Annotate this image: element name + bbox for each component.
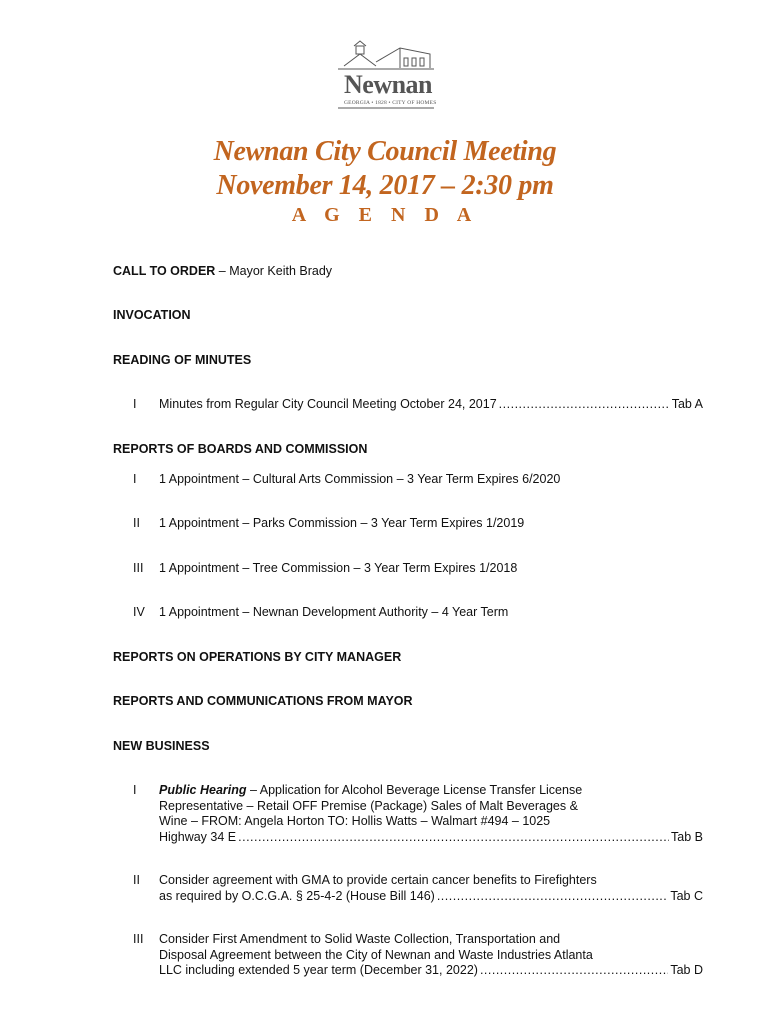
item-text: Wine – FROM: Angela Horton TO: Hollis Watts – Walmart #494 – 1025 [159,814,551,828]
meeting-title: Newnan City Council Meeting [213,136,557,167]
tab-reference: Tab D [670,963,703,977]
item-text: LLC including extended 5 year term (December 31, 2022) [159,963,478,977]
section-reports-operations: REPORTS ON OPERATIONS BY CITY MANAGER [113,650,402,664]
item-text: as required by O.C.G.A. § 25-4-2 (House Bill 146) [159,888,435,903]
dot-leader [480,963,668,979]
dot-leader [437,889,669,905]
tab-reference: Tab B [671,829,703,844]
tab-reference: Tab A [671,397,703,411]
item-text: Consider agreement with GMA to provide certain cancer benefits to Firefighters [159,873,597,887]
dot-leader [238,830,669,846]
item-number: I [133,397,137,411]
item-number: IV [133,605,145,619]
item-number: II [133,516,140,530]
item-text: Representative – Retail OFF Premise (Package) Sales of Malt Beverages & [159,798,578,813]
item-text: Highway 34 E [159,829,237,844]
item-text: 1 Appointment – Cultural Arts Commission – 3 Year Term Expires 6/2020 [159,472,561,486]
item-text: – Application for Alcohol Beverage License Transfer License [246,783,583,797]
section-reports-mayor: REPORTS AND COMMUNICATIONS FROM MAYOR [113,694,413,708]
item-number: III [133,561,144,575]
item-number: III [133,932,144,946]
section-reading-of-minutes: READING OF MINUTES [113,353,252,367]
section-new-business: NEW BUSINESS [113,739,210,753]
item-text: 1 Appointment – Tree Commission – 3 Year Term Expires 1/2018 [159,561,518,575]
agenda-heading: A G E N D A [291,204,479,226]
meeting-date: November 14, 2017 – 2:30 pm [216,170,554,201]
item-text: 1 Appointment – Newnan Development Authority – 4 Year Term [159,605,509,619]
item-number: I [133,472,137,486]
logo-tagline: GEORGIA • 1828 • CITY OF HOMES [344,100,437,106]
item-text: Disposal Agreement between the City of Newnan and Waste Industries Atlanta [159,947,593,962]
item-text: Consider First Amendment to Solid Waste Collection, Transportation and [159,932,561,946]
dot-leader [499,397,670,413]
item-number: II [133,873,140,887]
logo-wordmark: Newnan [344,70,433,99]
item-number: I [133,783,137,797]
section-call-to-order [113,264,332,278]
section-label: CALL TO ORDER [113,264,216,278]
public-hearing-label: Public Hearing [159,783,247,797]
item-text: Minutes from Regular City Council Meeting October 24, 2017 [159,397,497,411]
section-invocation: INVOCATION [113,308,191,322]
item-text: 1 Appointment – Parks Commission – 3 Year Term Expires 1/2019 [159,516,525,530]
tab-reference: Tab C [670,888,703,903]
newnan-logo [330,40,440,115]
section-reports-of-boards: REPORTS OF BOARDS AND COMMISSION [113,442,368,456]
presiding-officer: – Mayor Keith Brady [215,264,333,278]
